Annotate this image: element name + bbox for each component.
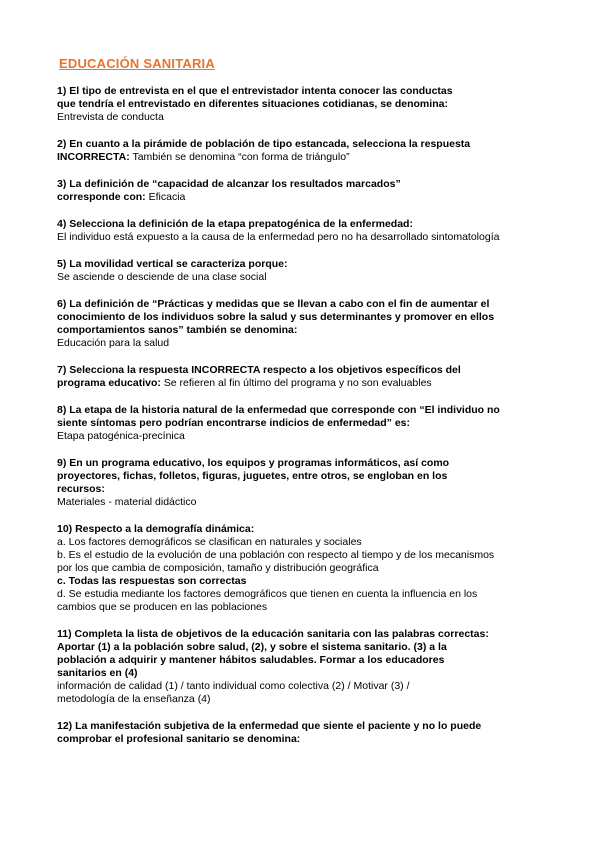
question-text: población a adquirir y mantener hábitos saludables. Formar a los educadores <box>57 654 445 666</box>
question-text: comprobar el profesional sanitario se denomina: <box>57 733 301 745</box>
question-11 <box>57 628 535 706</box>
question-text: 8) La etapa de la historia natural de la enfermedad que corresponde con “El individuo no <box>57 404 500 416</box>
question-text: 12) La manifestación subjetiva de la enfermedad que siente el paciente y no lo puede <box>57 720 482 732</box>
answer-text: Etapa patogénica-precínica <box>57 430 185 442</box>
question-text: sanitarios en (4) <box>57 667 138 679</box>
answer-text: También se denomina “con forma de triángulo” <box>132 151 350 163</box>
question-text: 2) En cuanto a la pirámide de población de tipo estancada, selecciona la respuesta <box>57 138 471 150</box>
question-text: 4) Selecciona la definición de la etapa prepatogénica de la enfermedad: <box>57 218 413 230</box>
answer-text: Eficacia <box>148 191 186 203</box>
question-2 <box>57 138 535 164</box>
question-9 <box>57 457 535 509</box>
question-text: que tendría el entrevistado en diferentes situaciones cotidianas, se denomina: <box>57 98 448 110</box>
answer-text: Se refieren al fin último del programa y no son evaluables <box>163 377 432 389</box>
answer-text: metodología de la enseñanza (4) <box>57 693 211 705</box>
question-3 <box>57 178 535 204</box>
question-text: 3) La definición de “capacidad de alcanzar los resultados marcados” <box>57 178 401 190</box>
question-8 <box>57 404 535 443</box>
question-text: 9) En un programa educativo, los equipos y programas informáticos, así como <box>57 457 450 469</box>
option-c: c. Todas las respuestas son correctas <box>57 575 247 587</box>
question-7 <box>57 364 535 390</box>
question-text: corresponde con: <box>57 191 146 203</box>
question-text: 10) Respecto a la demografía dinámica: <box>57 523 255 535</box>
option-d: cambios que se producen en las poblaciones <box>57 601 268 613</box>
answer-text: Se asciende o desciende de una clase social <box>57 271 267 283</box>
answer-text: Entrevista de conducta <box>57 111 164 123</box>
question-text: comportamientos sanos” también se denomina: <box>57 324 298 336</box>
question-text: proyectores, fichas, folletos, figuras, juguetes, entre otros, se engloban en los <box>57 470 448 482</box>
question-text: 1) El tipo de entrevista en el que el entrevistador intenta conocer las conductas <box>57 85 453 97</box>
option-b: por los que cambia de composición, tamaño y distribución geográfica <box>57 562 379 574</box>
question-5 <box>57 258 535 284</box>
question-text: Aportar (1) a la población sobre salud, (2), y sobre el sistema sanitario. (3) a la <box>57 641 447 653</box>
question-10 <box>57 523 535 614</box>
option-d: d. Se estudia mediante los factores demográficos que tienen en cuenta la influencia en los <box>57 588 478 600</box>
question-text: programa educativo: <box>57 377 161 389</box>
question-text: 6) La definición de “Prácticas y medidas que se llevan a cabo con el fin de aumentar el <box>57 298 490 310</box>
question-12 <box>57 720 535 746</box>
document-title: EDUCACIÓN SANITARIA <box>59 56 215 71</box>
question-6 <box>57 298 535 350</box>
question-1 <box>57 85 535 124</box>
answer-text: Educación para la salud <box>57 337 170 349</box>
question-text: siente síntomas pero podrían encontrarse indicios de enfermedad” es: <box>57 417 411 429</box>
answer-text: El individuo está expuesto a la causa de la enfermedad pero no ha desarrollado sintomatología <box>57 231 500 243</box>
option-a: a. Los factores demográficos se clasifican en naturales y sociales <box>57 536 362 548</box>
question-text: INCORRECTA: <box>57 151 130 163</box>
question-text: 11) Completa la lista de objetivos de la educación sanitaria con las palabras correctas: <box>57 628 489 640</box>
answer-text: información de calidad (1) / tanto individual como colectiva (2) / Motivar (3) / <box>57 680 410 692</box>
question-4 <box>57 218 535 244</box>
question-text: recursos: <box>57 483 105 495</box>
question-text: conocimiento de los individuos sobre la salud y sus determinantes y promover en ellos <box>57 311 495 323</box>
question-text: 7) Selecciona la respuesta INCORRECTA respecto a los objetivos específicos del <box>57 364 461 376</box>
document-page <box>57 56 535 760</box>
question-text: 5) La movilidad vertical se caracteriza porque: <box>57 258 288 270</box>
option-b: b. Es el estudio de la evolución de una población con respecto al tiempo y de los mecanismos <box>57 549 495 561</box>
answer-text: Materiales - material didáctico <box>57 496 197 508</box>
